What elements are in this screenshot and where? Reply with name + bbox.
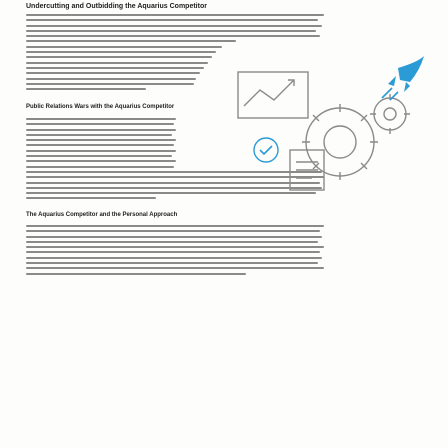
section-1-heading: Undercutting and Outbidding the Aquarius Competitor [26,3,207,10]
rocket-icon [382,56,424,100]
board-shape [238,72,308,118]
section-2-heading: Public Relations Wars with the Aquarius Competitor [26,104,175,110]
section-3-heading: The Aquarius Competitor and the Personal Approach [26,212,178,218]
small-gear-icon [374,98,406,130]
gears-rocket-illustration [230,50,430,210]
section-3-body [26,225,324,278]
trend-arrow-icon [244,80,294,106]
accent-circle [254,138,278,162]
gears-rocket-icon [230,50,430,210]
check-icon [260,146,272,154]
